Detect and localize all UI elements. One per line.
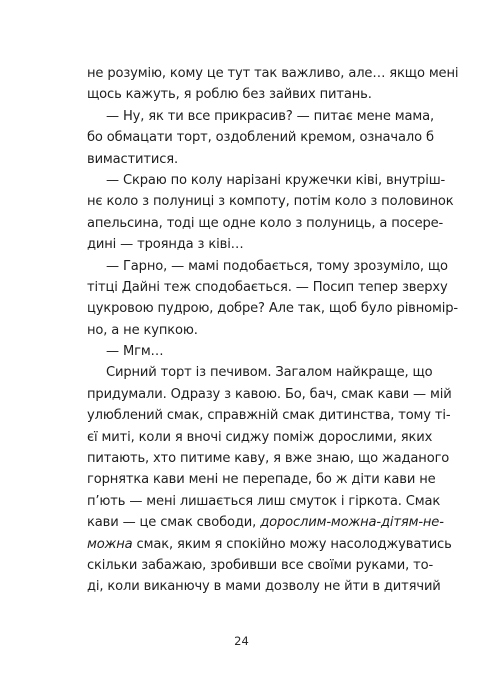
text-line: тітці Дайні теж сподобається. — Посип тепер зверху (87, 279, 448, 295)
text-line: — Мгм… (106, 344, 164, 360)
italic-text-segment: дорослим-можна-дітям-не- (260, 515, 444, 531)
text-line: — Гарно, — мамі подобається, тому зрозуміло, що (106, 258, 448, 274)
text-line: горнятка кави мені не перепаде, бо ж діти кави не (87, 472, 436, 488)
text-segment: кави — це смак свободи, (87, 515, 261, 531)
text-line: вимаститися. (87, 151, 179, 167)
text-line: цукровою пудрою, добре? Але так, щоб було рівномір- (87, 301, 458, 317)
italic-text-segment: можна (87, 536, 133, 552)
text-line: придумали. Одразу з кавою. Бо, бач, смак кави — мій (87, 386, 452, 402)
text-line: питають, хто питиме каву, я вже знаю, що жаданого (87, 451, 450, 467)
text-line (87, 512, 444, 533)
text-line: Сирний торт із печивом. Загалом найкраще, що (106, 365, 433, 381)
text-line: — Скраю по колу нарізані кружечки ківі, внутріш- (106, 172, 446, 188)
text-line: бо обмацати торт, оздоблений кремом, означало б (87, 130, 434, 146)
text-line: улюблений смак, справжній смак дитинства, тому ті- (87, 408, 451, 424)
text-line: єї миті, коли я вночі сиджу поміж дорослими, яких (87, 429, 433, 445)
text-line: — Ну, як ти все прикрасив? — питає мене мама, (106, 108, 434, 124)
text-line: дині — троянда з ківі… (87, 237, 244, 253)
text-line: ді, коли виканючу в мами дозволу не йти в дитячий (87, 579, 441, 595)
text-line: нє коло з полуниці з компоту, потім коло з половинок (87, 194, 454, 210)
text-line: щось кажуть, я роблю без зайвих питань. (87, 87, 372, 103)
body-text (87, 63, 459, 598)
text-line: не розумію, кому це тут так важливо, але… якщо мені (87, 66, 459, 81)
text-line: скільки забажаю, зробивши все своїми руками, то- (87, 557, 434, 573)
page-number: 24 (234, 634, 249, 648)
text-line: но, а не купкою. (87, 322, 198, 338)
text-line: п’ють — мені лишається лиш смуток і гіркота. Смак (87, 493, 441, 509)
text-segment: смак, яким я спокійно можу насолоджуватись (132, 536, 452, 552)
text-line (87, 534, 452, 555)
text-line: апельсина, тоді ще одне коло з полуниць, а посере- (87, 215, 444, 231)
